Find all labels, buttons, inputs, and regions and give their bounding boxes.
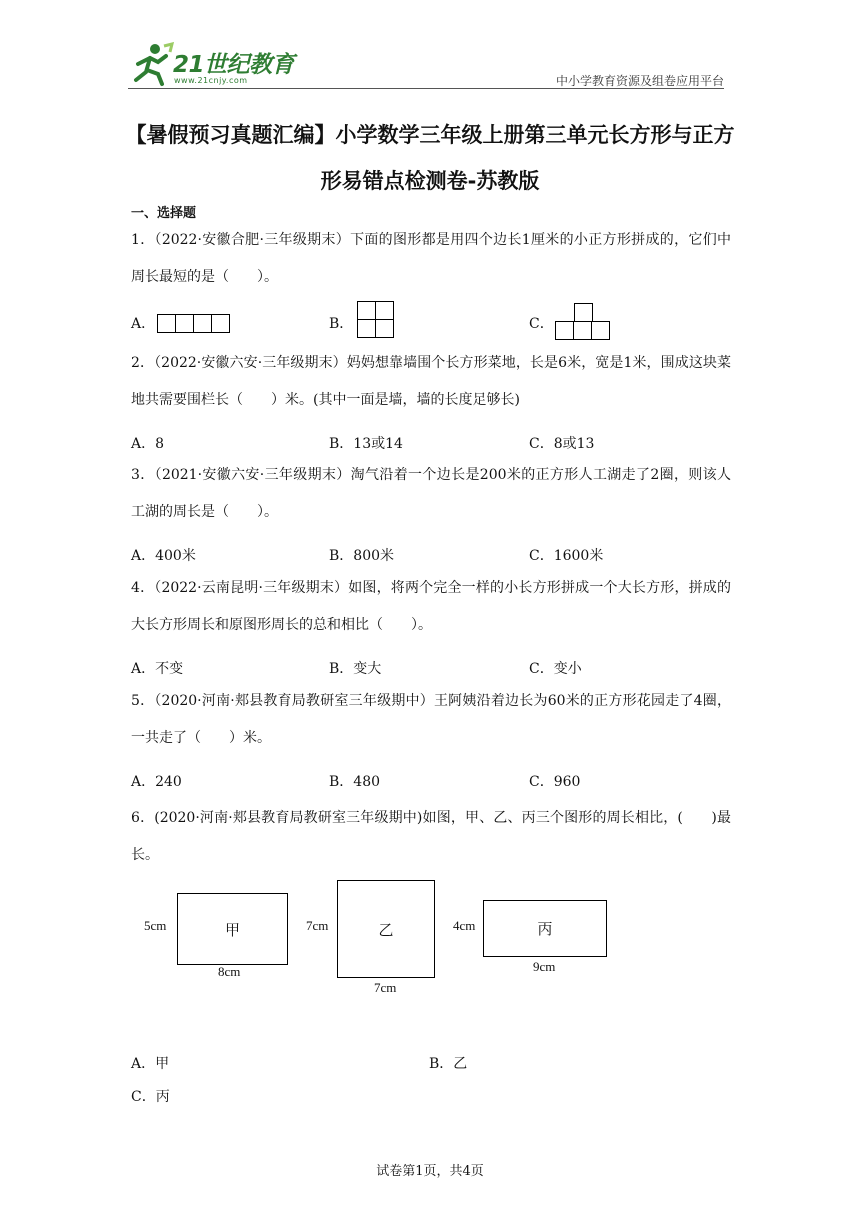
option-b: B．变大 xyxy=(329,661,382,677)
option-a: A．甲 xyxy=(131,1056,170,1072)
option-b: B． xyxy=(329,316,354,332)
question-3-options xyxy=(131,545,731,567)
question-1: 1．（2022·安徽合肥·三年级期末）下面的图形都是用四个边长1厘米的小正方形拼成的，它们中周长最短的是（ ）。 xyxy=(131,232,731,285)
bing-width-label: 9cm xyxy=(533,959,556,974)
question-6: 6．(2020·河南·郏县教育局教研室三年级期中)如图，甲、乙、丙三个图形的周长相比，( )最长。 xyxy=(131,810,731,863)
header-divider xyxy=(128,88,724,89)
logo xyxy=(128,40,308,90)
question-5: 5．（2020·河南·郏县教育局教研室三年级期中）王阿姨沿着边长为60米的正方形花园走了4圈，一共走了（ ）米。 xyxy=(131,693,731,746)
logo-url: www.21cnjy.com xyxy=(174,76,248,85)
option-b: B．13或14 xyxy=(329,436,403,452)
page-header xyxy=(128,40,724,90)
question-6-options-row2 xyxy=(131,1086,731,1108)
rect-yi-label: 乙 xyxy=(378,920,394,939)
figure-t-shape-squares xyxy=(555,303,611,341)
option-c: C．丙 xyxy=(131,1089,170,1105)
question-4-options xyxy=(131,658,731,680)
option-a: A．8 xyxy=(131,436,165,452)
option-a: A．不变 xyxy=(131,661,184,677)
option-c: C． xyxy=(529,316,554,332)
question-3: 3．（2021·安徽六安·三年级期末）淘气沿着一个边长是200米的正方形人工湖走了2圈，则该人工湖的周长是（ ）。 xyxy=(131,467,731,520)
question-6-options-row1 xyxy=(131,1053,731,1075)
option-c: C．8或13 xyxy=(529,436,595,452)
question-2: 2．（2022·安徽六安·三年级期末）妈妈想靠墙围个长方形菜地，长是6米，宽是1米，围成这块菜地共需要围栏长（ ）米。(其中一面是墙，墙的长度足够长) xyxy=(131,355,731,408)
page-footer: 试卷第1页，共4页 xyxy=(376,1164,484,1179)
option-c: C．变小 xyxy=(529,661,582,677)
question-5-options xyxy=(131,771,731,793)
runner-icon xyxy=(128,42,174,88)
figure-1x4-squares xyxy=(157,314,231,334)
rect-jia xyxy=(177,893,288,965)
header-platform-text: 中小学教育资源及组卷应用平台 xyxy=(555,74,724,88)
yi-height-label: 7cm xyxy=(306,918,329,933)
rect-jia-label: 甲 xyxy=(224,920,240,939)
bing-height-label: 4cm xyxy=(453,918,476,933)
logo-text: 21世纪教育 xyxy=(173,52,295,78)
question-4: 4．（2022·云南昆明·三年级期末）如图，将两个完全一样的小长方形拼成一个大长方形，拼成的大长方形周长和原图形周长的总和相比（ ）。 xyxy=(131,580,731,633)
option-b: B．乙 xyxy=(429,1056,468,1072)
jia-width-label: 8cm xyxy=(218,964,241,979)
option-a: A．240 xyxy=(131,774,182,790)
yi-width-label: 7cm xyxy=(374,980,397,995)
option-b: B．480 xyxy=(329,774,381,790)
figure-2x2-squares xyxy=(357,301,395,339)
option-a: A．400米 xyxy=(131,548,196,564)
section-heading: 一、选择题 xyxy=(131,206,197,221)
rect-bing-label: 丙 xyxy=(537,920,553,938)
option-b: B．800米 xyxy=(329,548,395,564)
option-a: A． xyxy=(131,316,156,332)
rect-yi xyxy=(337,880,435,978)
question-1-options xyxy=(131,313,731,335)
option-c: C．1600米 xyxy=(529,548,604,564)
jia-height-label: 5cm xyxy=(144,918,167,933)
option-c: C．960 xyxy=(529,774,581,790)
page-title: 【暑假预习真题汇编】小学数学三年级上册第三单元长方形与正方形易错点检测卷-苏教版 xyxy=(125,123,735,193)
rect-bing xyxy=(483,900,607,957)
question-2-options xyxy=(131,433,731,455)
